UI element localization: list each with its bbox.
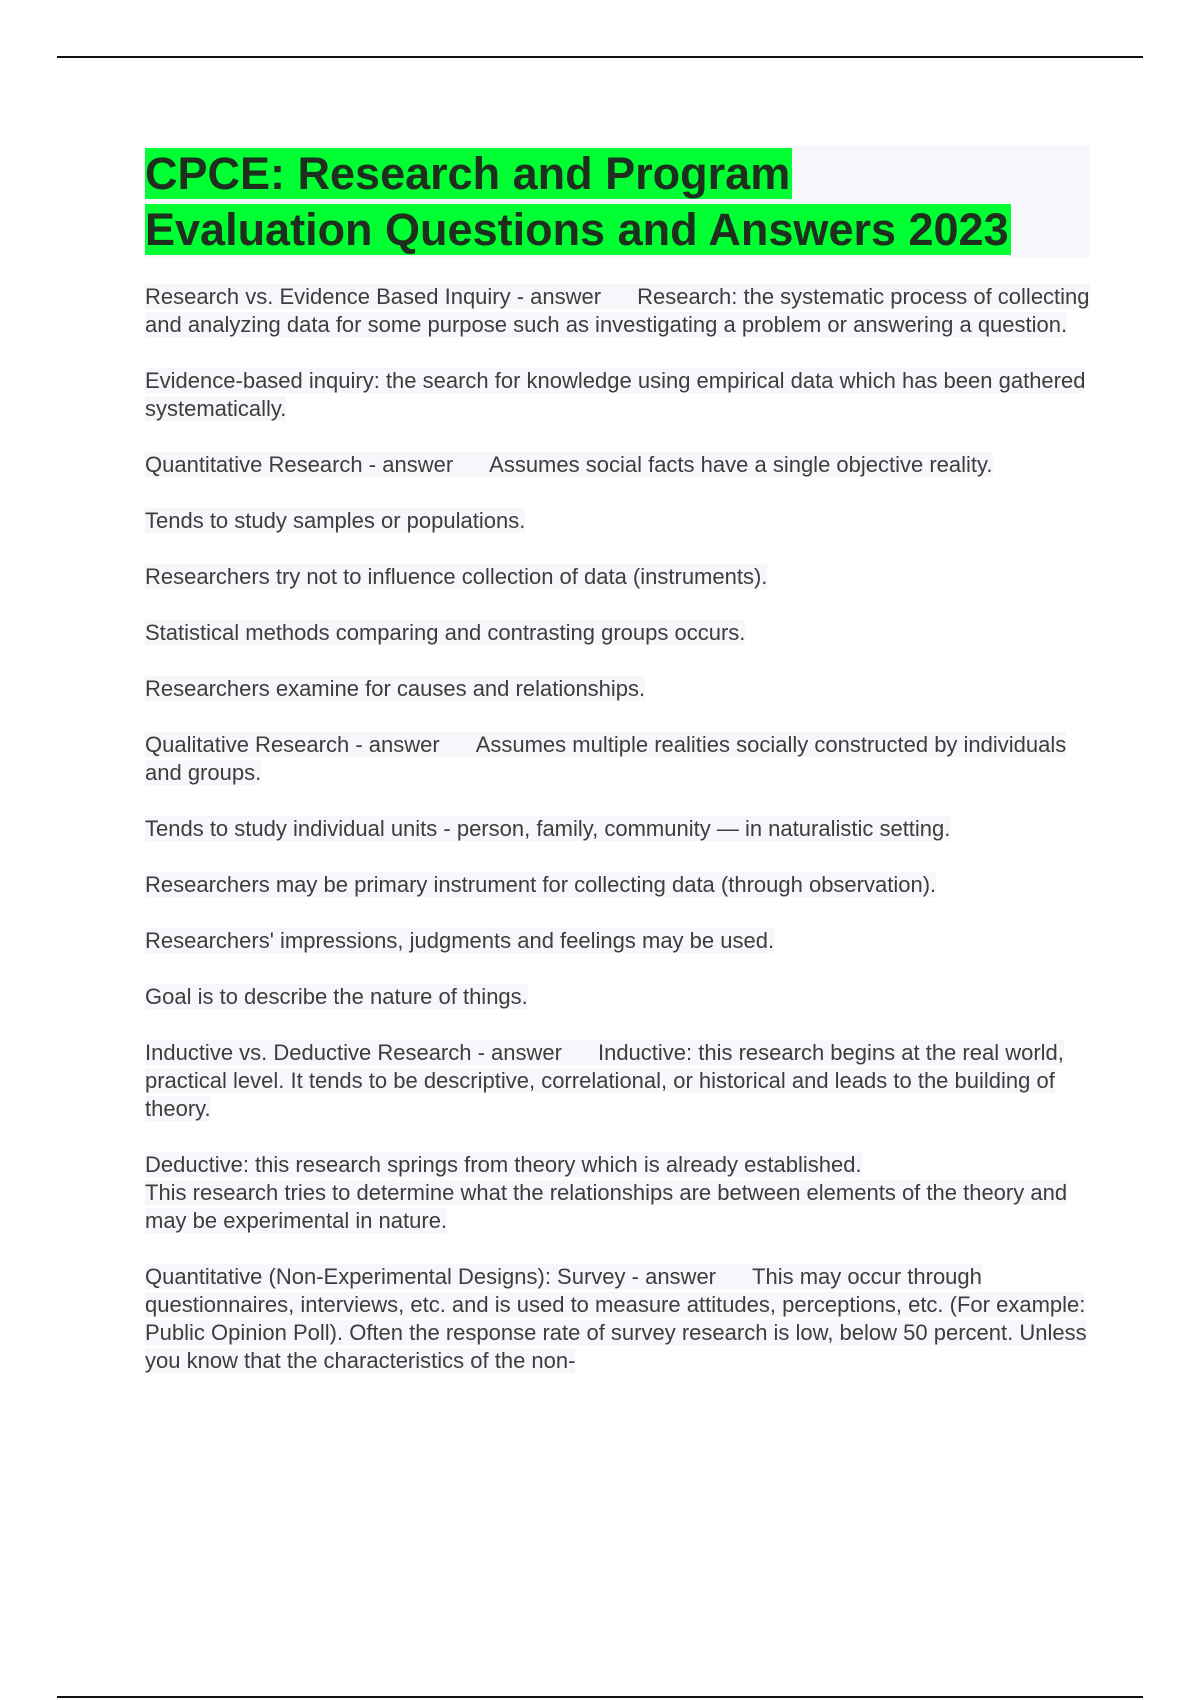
document-body	[145, 146, 1090, 1403]
answer-paragraph	[145, 1151, 1090, 1235]
answer-paragraph	[145, 815, 1090, 843]
answer-paragraph	[145, 983, 1090, 1011]
answer-text: Researchers may be primary instrument for collecting data (through observation).	[145, 872, 937, 897]
title-block	[145, 146, 1090, 258]
answer-text: Researchers try not to influence collection of data (instruments).	[145, 564, 768, 589]
answer-text: Tends to study individual units - person, family, community — in naturalistic setting.	[145, 816, 951, 841]
answer-paragraph	[145, 927, 1090, 955]
answer-paragraph	[145, 367, 1090, 423]
qa-entry	[145, 1263, 1090, 1375]
answer: This may occur through questionnaires, interviews, etc. and is used to measure attitudes, perceptions, etc. (For example: Public Opinion Poll). Often the response rate of survey research is low, below 50 percent. Unless you know that the characteristics of the non-	[145, 1264, 1087, 1373]
answer-text: Statistical methods comparing and contrasting groups occurs.	[145, 620, 746, 645]
question: Quantitative (Non-Experimental Designs): Survey - answer	[145, 1264, 717, 1289]
answer-text: Tends to study samples or populations.	[145, 508, 526, 533]
question: Quantitative Research - answer	[145, 452, 454, 477]
answer-paragraph	[145, 563, 1090, 591]
answer-text: Evidence-based inquiry: the search for knowledge using empirical data which has been gathered systematically.	[145, 368, 1086, 421]
answer-paragraph	[145, 871, 1090, 899]
question: Research vs. Evidence Based Inquiry - answer	[145, 284, 602, 309]
qa-entry	[145, 1039, 1090, 1123]
top-divider	[57, 56, 1143, 58]
qa-entry	[145, 283, 1090, 339]
answer-text: Deductive: this research springs from theory which is already established.	[145, 1152, 862, 1177]
answer-paragraph	[145, 619, 1090, 647]
answer-text: This research tries to determine what the relationships are between elements of the theory and may be experimental in nature.	[145, 1180, 1068, 1233]
answer: Assumes social facts have a single objective reality.	[489, 452, 993, 477]
qa-entry	[145, 731, 1090, 787]
question: Inductive vs. Deductive Research - answer	[145, 1040, 562, 1065]
answer-text: Goal is to describe the nature of things.	[145, 984, 528, 1009]
answer-paragraph	[145, 507, 1090, 535]
title-line-2: Evaluation Questions and Answers 2023	[145, 204, 1009, 255]
answer-paragraph	[145, 675, 1090, 703]
answer-text: Researchers' impressions, judgments and feelings may be used.	[145, 928, 775, 953]
answer: Assumes multiple realities socially constructed by individuals and groups.	[145, 732, 1067, 785]
title-line-1: CPCE: Research and Program	[145, 148, 791, 199]
question: Qualitative Research - answer	[145, 732, 440, 757]
answer: Research: the systematic process of collecting and analyzing data for some purpose such as investigating a problem or answering a question.	[145, 284, 1090, 337]
page-title	[145, 146, 1090, 258]
answer: Inductive: this research begins at the real world, practical level. It tends to be descriptive, correlational, or historical and leads to the building of theory.	[145, 1040, 1064, 1121]
bottom-divider	[57, 1696, 1143, 1698]
answer-text: Researchers examine for causes and relationships.	[145, 676, 646, 701]
qa-entry	[145, 451, 1090, 479]
